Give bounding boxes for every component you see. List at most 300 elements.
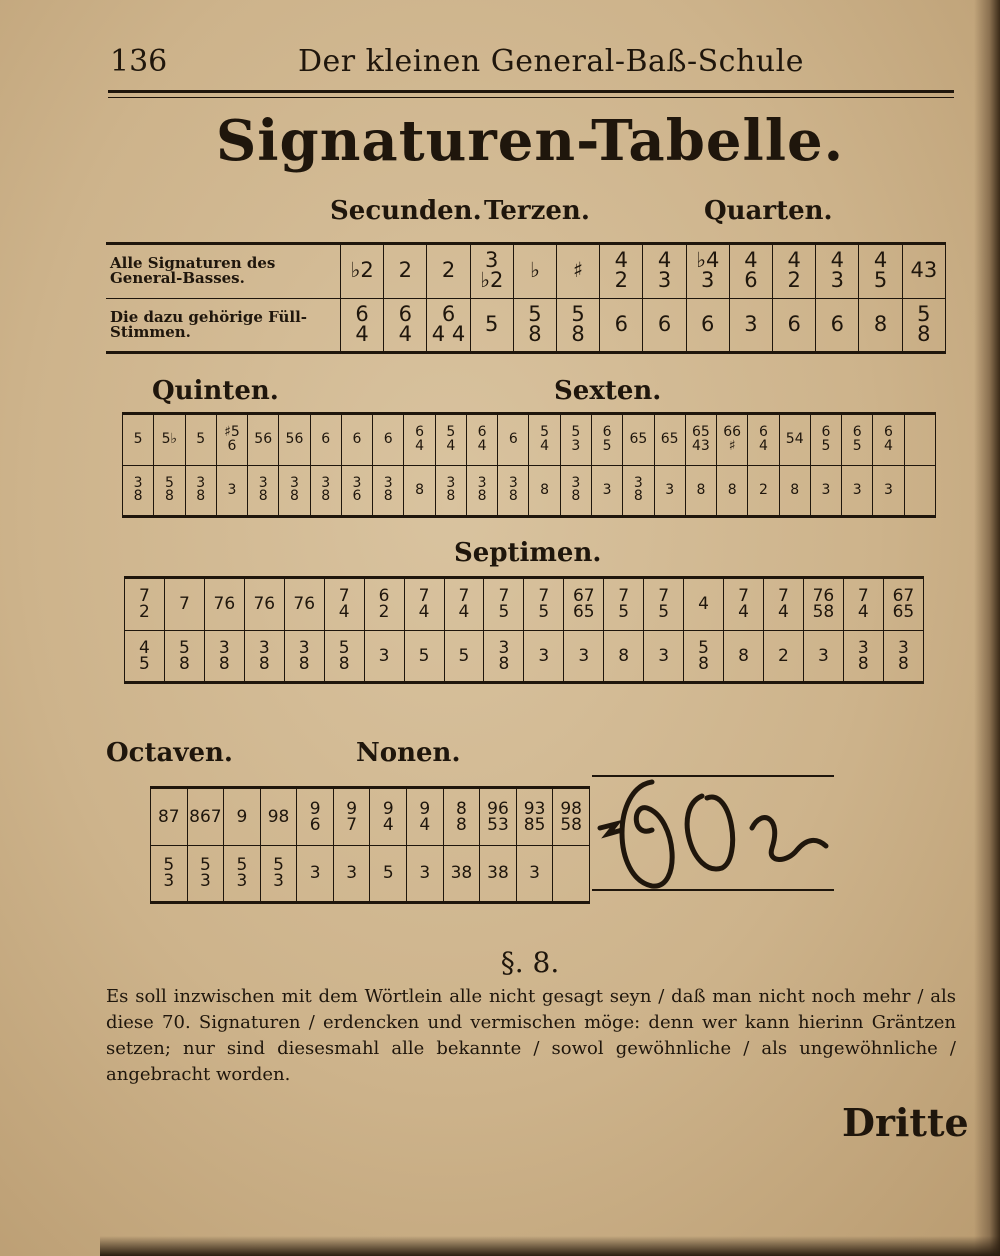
figure-text: 3 8 — [290, 474, 299, 505]
figure-text: 6 — [614, 311, 628, 336]
fill-cell — [685, 465, 716, 517]
signature-cell — [560, 414, 591, 466]
label-quinten: Quinten. — [152, 376, 279, 406]
figure-text: 6 4 — [355, 301, 369, 346]
figure-text: 38 — [450, 863, 473, 884]
label-nonen: Nonen. — [356, 738, 461, 768]
signature-cell — [279, 414, 310, 466]
figure-text: 4 5 — [139, 637, 150, 674]
figure-text: 8 — [696, 481, 706, 498]
fill-cell — [644, 630, 684, 683]
figure-text: 7 4 — [458, 586, 470, 623]
figure-text: 3 8 — [571, 474, 581, 505]
figure-text: 6 2 — [378, 586, 390, 623]
signature-cell — [883, 578, 923, 631]
signature-cell — [284, 578, 324, 631]
figure-text: 6 4 — [415, 424, 424, 454]
fill-cell — [224, 845, 261, 903]
figure-text: 7 4 — [778, 586, 789, 623]
signature-cell — [341, 414, 372, 466]
figure-text: 6 — [508, 431, 518, 448]
fill-cell — [341, 298, 384, 353]
figure-text: 8 — [540, 481, 550, 498]
figure-text: 4 6 — [744, 248, 758, 293]
signature-cell — [873, 414, 904, 466]
figure-text: 7 — [178, 594, 190, 615]
fill-cell — [902, 298, 945, 353]
fill-cell — [187, 845, 224, 903]
signature-cell — [516, 788, 553, 846]
fill-cell — [216, 465, 247, 517]
label-quarten: Quarten. — [704, 196, 833, 226]
figure-text: 8 — [738, 645, 749, 666]
figure-text: 3 8 — [298, 637, 310, 674]
signature-cell — [557, 244, 600, 299]
signature-cell — [444, 578, 484, 631]
figure-text: 5 3 — [236, 855, 248, 892]
figure-text: 76 — [253, 594, 276, 615]
fill-cell — [557, 298, 600, 353]
signature-cell — [404, 414, 435, 466]
signature-cell — [154, 414, 185, 466]
fill-cell — [151, 845, 188, 903]
signature-cell — [686, 244, 729, 299]
running-title: Der kleinen General-Baß-Schule — [298, 44, 804, 79]
figure-text: 7 5 — [618, 586, 630, 623]
signature-cell — [623, 414, 654, 466]
fill-cell — [373, 465, 404, 517]
signature-cell — [524, 578, 564, 631]
signature-cell — [902, 244, 945, 299]
figure-text: 8 — [618, 645, 630, 666]
fill-cell — [284, 630, 324, 683]
figure-text: 3 8 — [446, 474, 456, 505]
signature-cell — [553, 788, 590, 846]
fill-cell — [748, 465, 779, 517]
figure-text: 6 — [787, 311, 801, 336]
fill-cell — [516, 845, 553, 903]
fill-cell — [185, 465, 216, 517]
figure-text: 7 4 — [418, 586, 430, 623]
figure-text: 3 — [529, 863, 540, 884]
figure-text: 3 8 — [383, 474, 393, 505]
figure-text: 4 2 — [787, 248, 801, 293]
figure-text: 9 4 — [382, 798, 394, 835]
table-row — [123, 465, 936, 517]
fill-cell — [123, 465, 154, 517]
figure-text: 3 8 — [857, 637, 869, 674]
signature-cell — [729, 244, 772, 299]
fill-cell — [654, 465, 685, 517]
signature-cell — [764, 578, 804, 631]
figure-text: 3 8 — [633, 474, 643, 505]
fill-cell — [873, 465, 904, 517]
row-head-fill: Die dazu gehörige Füll-Stimmen. — [106, 298, 341, 353]
figure-text: 76 — [293, 594, 316, 615]
signature-cell — [600, 244, 643, 299]
page-edge-shadow — [974, 0, 1000, 1256]
figure-text: 5 — [485, 311, 499, 336]
figure-text: 65 — [660, 431, 679, 448]
fill-cell — [444, 630, 484, 683]
signature-cell — [466, 414, 497, 466]
figure-text: 56 — [254, 431, 273, 448]
body-paragraph: Es soll inzwischen mit dem Wörtlein alle nicht gesagt seyn / daß man nicht noch mehr / als diese 70. Signaturen / erdencken und vermischen möge: denn wer kann hierinn Gräntzen setzen; nur sind diesesmahl alle bekannte / sowol gewöhnliche / als ungewöhnliche / angebracht worden. — [106, 986, 956, 1085]
header-rule — [108, 90, 954, 98]
signature-cell — [310, 414, 341, 466]
fill-cell — [341, 465, 372, 517]
figure-text: 9 7 — [346, 798, 358, 835]
figure-text: ♯ — [573, 258, 584, 283]
fill-cell — [600, 298, 643, 353]
signature-cell — [803, 578, 843, 631]
fill-cell — [591, 465, 622, 517]
signature-cell — [498, 414, 529, 466]
fill-cell — [859, 298, 902, 353]
fill-cell — [443, 845, 480, 903]
signature-cell — [443, 788, 480, 846]
figure-text: 7 5 — [658, 586, 670, 623]
signature-cell — [643, 244, 686, 299]
signature-cell — [904, 414, 935, 466]
figure-text: 3 6 — [352, 474, 362, 505]
label-terzen: Terzen. — [484, 196, 590, 226]
signature-cell — [125, 578, 165, 631]
signature-cell — [810, 414, 841, 466]
signature-cell — [164, 578, 204, 631]
page-number: 136 — [110, 44, 168, 79]
signature-cell — [373, 414, 404, 466]
signature-cell — [591, 414, 622, 466]
figure-text: ♯5 6 — [224, 424, 240, 454]
figure-text: 3 — [744, 311, 758, 336]
signature-cell — [224, 788, 261, 846]
figure-text: 67 65 — [892, 586, 915, 623]
signature-cell — [364, 578, 404, 631]
figure-text: 3 — [665, 481, 675, 498]
figure-text: 43 — [910, 258, 938, 283]
fill-cell — [764, 630, 804, 683]
figure-text: 7 5 — [498, 586, 510, 623]
figure-text: 93 85 — [523, 798, 546, 835]
figure-text: 6 4 — [758, 424, 768, 454]
signature-cell — [123, 414, 154, 466]
figure-text: 6 — [352, 431, 362, 448]
figure-text: 5 8 — [164, 474, 174, 505]
figure-text: 7 4 — [738, 586, 749, 623]
figure-text: 3 8 — [498, 637, 510, 674]
figure-text: 3 8 — [258, 637, 270, 674]
fill-cell — [404, 630, 444, 683]
fill-cell — [435, 465, 466, 517]
figure-text: 3 — [346, 863, 358, 884]
signature-cell — [187, 788, 224, 846]
figure-text: 3 8 — [196, 474, 206, 505]
figure-text: ♭ — [529, 258, 540, 283]
signature-cell — [685, 414, 716, 466]
figure-text: 2 — [441, 258, 456, 283]
fill-cell — [333, 845, 370, 903]
figure-text: 4 3 — [830, 248, 845, 293]
figure-text: 5 — [133, 431, 143, 448]
figure-text: 5 3 — [571, 424, 581, 454]
fill-cell — [773, 298, 816, 353]
figure-text: 3 8 — [477, 474, 487, 505]
catchword: Dritte — [842, 1100, 969, 1145]
figure-text: 38 — [487, 863, 509, 884]
figure-text: 67 65 — [572, 586, 595, 623]
figure-text: 56 — [285, 431, 304, 448]
figure-text: 3 — [309, 863, 321, 884]
table-secunden-terzen-quarten — [106, 242, 946, 354]
figure-text: 5 — [418, 645, 430, 666]
signature-cell — [260, 788, 297, 846]
figure-text: 3 — [658, 645, 670, 666]
figure-text: 65 43 — [692, 424, 710, 454]
fill-cell — [364, 630, 404, 683]
fill-cell — [686, 298, 729, 353]
figure-text: 5 4 — [540, 424, 550, 454]
figure-text: 87 — [157, 806, 180, 827]
figure-text: 6 5 — [602, 424, 612, 454]
fill-cell — [164, 630, 204, 683]
signature-cell — [324, 578, 364, 631]
figure-text: 3 8 — [258, 474, 268, 505]
signature-cell — [404, 578, 444, 631]
figure-text: 3 — [602, 481, 612, 498]
label-septimen: Septimen. — [454, 538, 602, 568]
figure-text: 5 — [382, 863, 394, 884]
fill-cell — [883, 630, 923, 683]
figure-text: 7 2 — [139, 586, 150, 623]
fill-cell — [724, 630, 764, 683]
fill-cell — [125, 630, 165, 683]
figure-text: 5 4 — [446, 424, 456, 454]
fill-cell — [842, 465, 873, 517]
signature-cell — [684, 578, 724, 631]
fill-cell — [310, 465, 341, 517]
fill-cell — [560, 465, 591, 517]
figure-text: 9 — [236, 806, 248, 827]
figure-text: 6 5 — [852, 424, 862, 454]
fill-cell — [816, 298, 859, 353]
figure-text: 5 8 — [528, 301, 542, 346]
fill-cell — [279, 465, 310, 517]
figure-text: 5 8 — [917, 301, 931, 346]
fill-cell — [553, 845, 590, 903]
figure-text: 867 — [189, 806, 222, 827]
figure-text: 5 3 — [163, 855, 175, 892]
figure-text: 5 8 — [571, 301, 585, 346]
figure-text: 6 4 — [884, 424, 893, 454]
fill-cell — [717, 465, 748, 517]
figure-text: 6 4 — [398, 301, 412, 346]
figure-text: 3 — [817, 645, 829, 666]
figure-text: 6 5 — [821, 424, 831, 454]
signature-cell — [244, 578, 284, 631]
signature-cell — [435, 414, 466, 466]
figure-text: 3 — [852, 481, 862, 498]
fill-cell — [404, 465, 435, 517]
signature-cell — [779, 414, 810, 466]
figure-text: 8 — [873, 311, 888, 336]
figure-text: 96 53 — [487, 798, 509, 835]
fill-cell — [466, 465, 497, 517]
figure-text: 3 8 — [508, 474, 518, 505]
table-row — [106, 298, 946, 353]
fill-cell — [484, 630, 524, 683]
fill-cell — [904, 465, 935, 517]
signature-cell — [816, 244, 859, 299]
fill-cell — [260, 845, 297, 903]
fill-cell — [684, 630, 724, 683]
figure-text: 7 4 — [857, 586, 869, 623]
fill-cell — [470, 298, 513, 353]
signature-cell — [185, 414, 216, 466]
signature-cell — [773, 244, 816, 299]
page-bottom-shadow — [100, 1236, 1000, 1256]
figure-text: 5 — [458, 645, 470, 666]
signature-cell — [216, 414, 247, 466]
signature-cell — [529, 414, 560, 466]
figure-text: 5 8 — [338, 637, 350, 674]
signature-cell — [333, 788, 370, 846]
table-septimen — [124, 576, 924, 684]
figure-text: 3 8 — [321, 474, 331, 505]
label-sexten: Sexten. — [554, 376, 662, 406]
fill-cell — [604, 630, 644, 683]
fill-cell — [623, 465, 654, 517]
figure-text: 65 — [629, 431, 648, 448]
fill-cell — [529, 465, 560, 517]
signature-cell — [204, 578, 244, 631]
label-octaven: Octaven. — [106, 738, 233, 768]
fill-cell — [244, 630, 284, 683]
signature-cell — [427, 244, 470, 299]
fill-cell — [480, 845, 517, 903]
figure-text: 8 8 — [456, 798, 467, 835]
fill-cell — [427, 298, 470, 353]
figure-text: 6 — [383, 431, 393, 448]
fill-cell — [370, 845, 407, 903]
signature-cell — [564, 578, 604, 631]
figure-text: 5 8 — [178, 637, 190, 674]
figure-text: 3 8 — [133, 474, 143, 505]
figure-text: 4 3 — [657, 248, 672, 293]
figure-text: 3 — [578, 645, 590, 666]
figure-text: 6 4 — [477, 424, 487, 454]
figure-text: 3 — [227, 481, 237, 498]
flourish-ornament-icon — [592, 768, 842, 898]
figure-text: 98 — [267, 806, 290, 827]
signature-cell — [248, 414, 279, 466]
fill-cell — [803, 630, 843, 683]
figure-text: 6 — [830, 311, 845, 336]
section-heading: §. 8. — [500, 946, 560, 979]
figure-text: 66 ♯ — [723, 424, 742, 454]
signature-cell — [480, 788, 517, 846]
figure-text: 7 5 — [538, 586, 550, 623]
figure-text: 2 — [778, 645, 789, 666]
figure-text: 6 — [321, 431, 331, 448]
signature-cell — [843, 578, 883, 631]
table-row — [125, 630, 924, 683]
figure-text: 5 3 — [199, 855, 211, 892]
signature-cell — [384, 244, 427, 299]
figure-text: 4 — [698, 594, 709, 615]
page-title: Signaturen-Tabelle. — [215, 108, 845, 174]
signature-cell — [297, 788, 334, 846]
signature-cell — [644, 578, 684, 631]
signature-cell — [470, 244, 513, 299]
figure-text: 98 58 — [560, 798, 582, 835]
signature-cell — [341, 244, 384, 299]
figure-text: 5 — [196, 431, 206, 448]
signature-cell — [748, 414, 779, 466]
figure-text: 54 — [785, 431, 804, 448]
table-row — [151, 845, 590, 903]
fill-cell — [384, 298, 427, 353]
figure-text: 8 — [790, 481, 800, 498]
figure-text: 3 — [538, 645, 550, 666]
figure-text: 3 ♭2 — [480, 248, 504, 293]
fill-cell — [524, 630, 564, 683]
signature-cell — [370, 788, 407, 846]
figure-text: 76 58 — [812, 586, 835, 623]
figure-text: 3 — [821, 481, 831, 498]
fill-cell — [498, 465, 529, 517]
fill-cell — [843, 630, 883, 683]
signature-cell — [604, 578, 644, 631]
figure-text: 7 4 — [338, 586, 350, 623]
table-row — [151, 788, 590, 846]
signature-cell — [151, 788, 188, 846]
figure-text: 4 5 — [873, 248, 888, 293]
table-row — [106, 244, 946, 299]
signature-cell — [484, 578, 524, 631]
fill-cell — [779, 465, 810, 517]
table-row — [123, 414, 936, 466]
fill-cell — [248, 465, 279, 517]
fill-cell — [643, 298, 686, 353]
figure-text: 5 8 — [698, 637, 709, 674]
figure-text: 76 — [213, 594, 236, 615]
figure-text: 5♭ — [161, 431, 178, 448]
fill-cell — [407, 845, 444, 903]
signature-cell — [654, 414, 685, 466]
label-secunden: Secunden. — [330, 196, 482, 226]
signature-cell — [859, 244, 902, 299]
signature-cell — [717, 414, 748, 466]
fill-cell — [729, 298, 772, 353]
figure-text: 3 — [378, 645, 390, 666]
figure-text: 9 4 — [419, 798, 431, 835]
figure-text: 8 — [415, 481, 424, 498]
fill-cell — [324, 630, 364, 683]
figure-text: 3 — [419, 863, 431, 884]
figure-text: 9 6 — [309, 798, 321, 835]
figure-text: 4 2 — [614, 248, 628, 293]
figure-text: 2 — [758, 481, 768, 498]
fill-cell — [564, 630, 604, 683]
figure-text: ♭4 3 — [696, 248, 720, 293]
figure-text: 3 8 — [897, 637, 909, 674]
fill-cell — [513, 298, 556, 353]
table-row — [125, 578, 924, 631]
row-head-signatures: Alle Signaturen des General-Basses. — [106, 244, 341, 299]
figure-text: 8 — [727, 481, 737, 498]
figure-text: ♭2 — [350, 258, 374, 283]
